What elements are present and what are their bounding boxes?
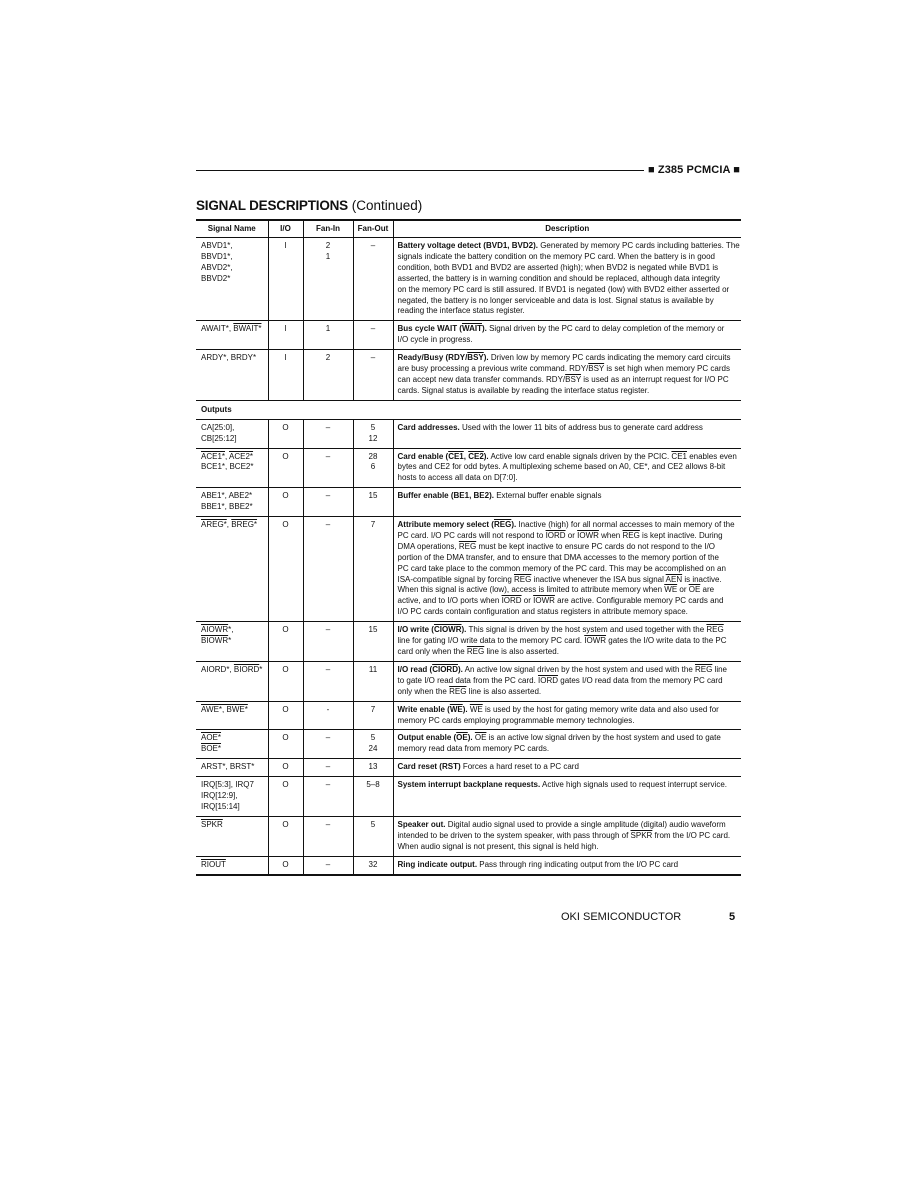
description-text: CE1 <box>671 451 687 461</box>
description-text: $\overline{OE}$ <box>474 733 487 743</box>
table-row <box>196 816 741 856</box>
description-text: SPKR <box>630 830 653 840</box>
description-cell <box>393 701 741 730</box>
col-header-io: I/O <box>268 220 303 238</box>
description-term: $\overline{OE}$ <box>456 733 468 743</box>
description-term: System interrupt backplane requests. <box>397 780 541 790</box>
description-cell <box>393 350 741 401</box>
description-text: bytes and CE2 for odd bytes. A multiplexing scheme based on A0, CE*, and CE2 allows 8-bit <box>397 462 726 472</box>
fan-out-value: 28 <box>368 451 378 461</box>
fan-out-cell: 13 <box>353 759 393 777</box>
description-term: Ready/Busy (RDY/ <box>397 353 468 363</box>
description-cell <box>393 517 741 622</box>
description-term: CIOWR <box>433 625 462 635</box>
signal-name-cell <box>196 777 268 817</box>
io-cell: O <box>268 701 303 730</box>
table-row <box>196 238 741 321</box>
fan-in-cell: – <box>303 448 353 488</box>
description-text: $\overline{REG}$ <box>466 647 485 656</box>
signal-name: BBE1*, BBE2* <box>201 502 253 512</box>
table-row <box>196 448 741 488</box>
description-text: negated, the battery is no longer serviceable and data is lost. Signal status is available by <box>397 295 714 305</box>
signal-name: BWAIT* <box>233 324 262 334</box>
io-cell: O <box>268 856 303 874</box>
description-cell <box>393 321 741 350</box>
table-row <box>196 622 741 662</box>
signal-name: BBVD2* <box>201 273 231 283</box>
description-term: , <box>463 451 469 461</box>
section-title-continued: (Continued) <box>347 198 423 213</box>
description-term: ). <box>467 733 473 743</box>
fan-out-value: 6 <box>370 462 376 472</box>
description-text: Forces a hard reset to a PC card <box>460 762 579 772</box>
fan-in-cell: – <box>303 419 353 448</box>
fan-in-cell: – <box>303 816 353 856</box>
description-term: Battery voltage detect (BVD1, BVD2). <box>397 241 538 250</box>
col-header-description: Description <box>393 220 741 238</box>
description-term: Card reset (RST) <box>397 762 461 772</box>
fan-out-cell: 32 <box>353 856 393 874</box>
description-text: on the memory PC card is still assured. If BVD1 is negated (low) with BVD2 either asserted or <box>397 284 730 294</box>
description-text: asserted, the battery is in warning condition and should be replaced, although data integrity <box>397 273 720 283</box>
io-cell: O <box>268 448 303 488</box>
io-cell: I <box>268 321 303 350</box>
description-text: IORD <box>545 530 566 540</box>
signal-name-cell: ARDY*, BRDY* <box>196 350 268 401</box>
header-title: ■ Z385 PCMCIA ■ <box>648 164 741 176</box>
signal-name-cell <box>196 661 268 701</box>
fan-out-cell <box>353 730 393 759</box>
description-term: ). <box>462 704 468 714</box>
io-cell: I <box>268 238 303 321</box>
description-text: memory PC cards employing programmable memory technologies. <box>397 715 635 725</box>
description-text: are busy processing a previous write command. RDY/ <box>397 364 589 374</box>
description-term: $\overline{WE}$ <box>449 704 463 714</box>
table-row <box>196 759 741 777</box>
signal-name-cell <box>196 321 268 350</box>
fan-in-cell: – <box>303 759 353 777</box>
description-text: $\overline{REG}$ <box>458 541 477 551</box>
table-row <box>196 350 741 401</box>
description-text: or <box>565 530 578 540</box>
signal-name: BBVD1*, <box>201 251 233 261</box>
fan-out-cell: 15 <box>353 488 393 517</box>
fan-in-value: 1 <box>325 251 331 261</box>
table-row <box>196 321 741 350</box>
description-text: IORD <box>501 596 522 606</box>
signal-name: AREG* <box>201 520 227 530</box>
description-text: signals indicate the battery condition on the memory PC card. When the battery is in good <box>397 251 716 261</box>
description-cell <box>393 238 741 321</box>
fan-out-value: 12 <box>368 433 378 443</box>
signal-name-cell: AREG*, BREG* <box>196 517 268 622</box>
description-text: line is also asserted. <box>484 647 559 656</box>
description-term: ). <box>461 625 467 635</box>
signal-name: ABVD1*, <box>201 241 233 250</box>
description-text: $\overline{REG}$ <box>514 574 532 584</box>
description-text: ISA-compatible signal by forcing <box>397 574 514 584</box>
group-label-outputs: Outputs <box>196 400 741 419</box>
description-text: When audio signal is not present, this signal is held high. <box>397 841 599 851</box>
io-cell: O <box>268 517 303 622</box>
io-cell: O <box>268 419 303 448</box>
signal-name: ACE1* <box>201 451 226 461</box>
description-text: $\overline{OE}$ <box>688 585 701 595</box>
description-text: $\overline{REG}$ <box>449 686 467 696</box>
description-text: intended to be driven to the system speaker, with pass through of <box>397 830 631 840</box>
description-term: CIORD <box>432 664 458 674</box>
signal-name-cell: SPKR <box>196 816 268 856</box>
description-text: $\overline{WE}$ <box>469 704 483 714</box>
description-cell <box>393 730 741 759</box>
description-text: $\overline{REG}$ <box>622 530 640 540</box>
description-text: IOWR <box>584 636 607 646</box>
fan-in-cell: – <box>303 517 353 622</box>
signal-name-cell <box>196 488 268 517</box>
description-text: $\overline{BSY}$ <box>565 374 582 384</box>
description-term: ). <box>511 520 517 530</box>
signal-name: AIORD*, <box>201 664 234 674</box>
description-cell <box>393 856 741 874</box>
signal-name: AWAIT*, <box>201 324 234 334</box>
description-text: must be kept inactive to ensure PC cards do not respond to the I/O <box>476 541 716 551</box>
fan-out-cell: 7 <box>353 517 393 622</box>
description-cell <box>393 448 741 488</box>
description-term: Ring indicate output. <box>397 859 478 869</box>
description-text: PC card. I/O PC cards will not respond to <box>397 530 546 540</box>
description-text: Active low card enable signals driven by the PCIC. <box>488 451 672 461</box>
description-text: inactive whenever the ISA bus signal <box>531 574 666 584</box>
signal-name-cell <box>196 730 268 759</box>
description-text: When this signal is active (low), access is limited to attribute memory when <box>397 585 665 595</box>
description-term: Bus cycle WAIT ( <box>397 324 462 334</box>
io-cell: O <box>268 622 303 662</box>
description-term: $\overline{BSY}$ <box>467 353 484 363</box>
table-row <box>196 419 741 448</box>
signal-name: BCE1*, BCE2* <box>201 462 254 472</box>
fan-out-value: 5 <box>370 422 376 432</box>
description-text: Digital audio signal used to provide a single amplitude (digital) audio waveform <box>445 819 726 829</box>
signal-name: BREG* <box>231 520 258 530</box>
io-cell: O <box>268 488 303 517</box>
io-cell: O <box>268 816 303 856</box>
table-header-row <box>196 220 741 238</box>
fan-in-cell: 1 <box>303 321 353 350</box>
description-term: Attribute memory select ( <box>397 520 494 530</box>
description-text: $\overline{WE}$ <box>664 585 678 595</box>
fan-in-cell: – <box>303 730 353 759</box>
description-cell <box>393 661 741 701</box>
fan-out-value: 5 <box>370 733 376 743</box>
description-text: Pass through ring indicating output from the I/O PC card <box>477 859 679 869</box>
description-text: when <box>598 530 623 540</box>
description-text: or <box>521 596 534 606</box>
fan-in-cell: – <box>303 856 353 874</box>
signal-name: *, <box>228 625 234 635</box>
description-term: Output enable ( <box>397 733 457 743</box>
signal-name-cell: ARST*, BRST* <box>196 759 268 777</box>
description-text: is used as an interrupt request for I/O PC <box>581 374 729 384</box>
fan-in-cell: – <box>303 488 353 517</box>
signal-name: BIORD <box>233 664 260 674</box>
signal-descriptions-table <box>196 219 741 876</box>
table-row <box>196 517 741 622</box>
fan-in-cell <box>303 238 353 321</box>
signal-name: CA[25:0], <box>201 422 235 432</box>
description-term: Write enable ( <box>397 704 450 714</box>
description-text: $\overline{REG}$ <box>706 625 724 635</box>
description-cell <box>393 816 741 856</box>
col-header-signal-name: Signal Name <box>196 220 268 238</box>
description-text: enables even <box>686 451 737 461</box>
fan-out-cell: 11 <box>353 661 393 701</box>
table-row <box>196 701 741 730</box>
description-term: Card addresses. <box>397 422 460 432</box>
signal-name: ACE2* <box>229 451 254 461</box>
description-text: I/O PC cards contain configuration and status registers in attribute memory space. <box>397 607 688 617</box>
description-text: is kept inactive. During <box>639 530 723 540</box>
description-cell <box>393 488 741 517</box>
description-text: External buffer enable signals <box>493 491 602 501</box>
signal-name: IRQ[5:3], IRQ7 <box>201 780 254 790</box>
description-text: Generated by memory PC cards including batteries. The <box>537 241 740 250</box>
description-term: Buffer enable (BE1, BE2). <box>397 491 494 501</box>
io-cell: O <box>268 759 303 777</box>
description-text: condition, both BVD1 and BVD2 are asserted (high); when BVD2 is negated while BVD1 is <box>397 262 719 272</box>
table-group-row <box>196 400 741 419</box>
signal-name: IRQ[15:14] <box>201 801 240 811</box>
fan-out-cell <box>353 448 393 488</box>
fan-in-value: 2 <box>325 241 331 250</box>
description-text: $\overline{REG}$ <box>694 664 713 674</box>
table-row <box>196 730 741 759</box>
description-term: WAIT <box>461 324 482 334</box>
signal-name: AIOWR <box>201 625 229 635</box>
description-text: reading the interface status register. <box>397 306 525 316</box>
description-term: ). <box>481 324 487 334</box>
description-term: $\overline{REG}$ <box>493 520 512 530</box>
io-cell: I <box>268 350 303 401</box>
fan-out-cell: 5–8 <box>353 777 393 817</box>
fan-in-cell: – <box>303 661 353 701</box>
header-rule <box>196 170 644 171</box>
table-row <box>196 856 741 874</box>
signal-name: BIOWR <box>201 636 229 646</box>
section-title <box>196 198 422 213</box>
io-cell: O <box>268 730 303 759</box>
description-text: hosts to access all data on D[7:0]. <box>397 473 518 483</box>
description-term: ). <box>483 353 489 363</box>
fan-in-cell: 2 <box>303 350 353 401</box>
description-term: Speaker out. <box>397 819 446 829</box>
signal-name: ABE1*, ABE2* <box>201 491 253 501</box>
description-text: can accept new data transfer commands. RDY/ <box>397 374 566 384</box>
description-text: IORD <box>538 675 559 685</box>
fan-out-cell <box>353 419 393 448</box>
description-text: cards. Signal status is available by reading the interface status register. <box>397 385 650 395</box>
description-text: are active. Configurable memory PC cards and <box>554 596 724 606</box>
description-text: $\overline{BSY}$ <box>588 364 605 374</box>
signal-name: CB[25:12] <box>201 433 237 443</box>
description-text: This signal is driven by the host system and used together with the <box>466 625 707 635</box>
fan-in-cell: – <box>303 622 353 662</box>
signal-name-cell: AWE*, BWE* <box>196 701 268 730</box>
description-cell <box>393 759 741 777</box>
description-text: or <box>677 585 689 595</box>
description-text: I/O cycle in progress. <box>397 335 473 345</box>
description-term: I/O write ( <box>397 625 434 635</box>
description-text: are <box>700 585 715 595</box>
description-text: is set high when memory PC cards <box>604 364 730 374</box>
description-text: An active low signal driven by the host system and used with the <box>462 664 695 674</box>
signal-name-cell: RIOUT <box>196 856 268 874</box>
table-row <box>196 777 741 817</box>
signal-name: IRQ[12:9], <box>201 791 238 801</box>
description-cell <box>393 419 741 448</box>
description-text: only when the <box>397 686 450 696</box>
fan-out-cell: 5 <box>353 816 393 856</box>
description-text: from the I/O PC card. <box>652 830 731 840</box>
description-term: ). <box>457 664 463 674</box>
description-term: Card enable ( <box>397 451 449 461</box>
description-text: memory read data from memory PC cards. <box>397 744 550 754</box>
signal-name-cell: ACE1*, ACE2* BCE1*, BCE2* <box>196 448 268 488</box>
description-text: IOWR <box>577 530 599 540</box>
signal-name: ABVD2*, <box>201 262 233 272</box>
description-text: card only when the <box>397 647 467 656</box>
description-text: Driven low by memory PC cards indicating the memory card circuits <box>488 353 731 363</box>
description-text: line for gating I/O write data to the memory PC card. <box>397 636 585 646</box>
fan-out-cell: 15 <box>353 622 393 662</box>
io-cell: O <box>268 661 303 701</box>
io-cell: O <box>268 777 303 817</box>
signal-name: * <box>259 664 263 674</box>
signal-name: * <box>228 636 232 646</box>
description-text: IOWR <box>533 596 555 606</box>
description-text: line <box>712 664 728 674</box>
description-term: CE1 <box>448 451 464 461</box>
description-text: Active high signals used to request interrupt service. <box>540 780 727 790</box>
description-text: gates the I/O write data to the PC <box>606 636 727 646</box>
table-row <box>196 488 741 517</box>
description-text: is an active low signal driven by the host system and used to gate <box>486 733 721 743</box>
fan-out-cell: – <box>353 321 393 350</box>
description-text: is inactive. <box>682 574 722 584</box>
fan-in-cell: – <box>303 777 353 817</box>
fan-out-cell: 7 <box>353 701 393 730</box>
signal-name: BOE* <box>201 744 222 754</box>
description-text: Inactive (high) for all normal accesses to main memory of the <box>516 520 735 530</box>
signal-name-cell <box>196 622 268 662</box>
col-header-fan-in: Fan-In <box>303 220 353 238</box>
table-row <box>196 661 741 701</box>
description-text: Signal driven by the PC card to delay completion of the memory or <box>486 324 725 334</box>
fan-out-cell: – <box>353 350 393 401</box>
description-cell <box>393 777 741 817</box>
description-text: to gate I/O read data from the PC card. <box>397 675 539 685</box>
description-text: $\overline{AEN}$ <box>665 574 683 584</box>
description-text: portion of the DMA transfer, and to ensure that DMA accesses to the memory portion of the <box>397 552 719 562</box>
description-text: PC card take place to the common memory of the PC card. This may be accomplished on an <box>397 563 726 573</box>
fan-in-cell: - <box>303 701 353 730</box>
footer-company: OKI SEMICONDUCTOR <box>561 911 682 923</box>
col-header-fan-out: Fan-Out <box>353 220 393 238</box>
description-term: I/O read ( <box>397 664 433 674</box>
fan-out-cell: – <box>353 238 393 321</box>
section-title-bold: SIGNAL DESCRIPTIONS <box>196 198 348 213</box>
signal-name-cell <box>196 238 268 321</box>
description-text: active, and to I/O ports when <box>397 596 502 606</box>
signal-name-cell <box>196 419 268 448</box>
description-term: ). <box>483 451 489 461</box>
description-text: DMA operations, <box>397 541 459 551</box>
description-text: gates I/O read data from the memory PC card <box>558 675 723 685</box>
fan-out-value: 24 <box>368 744 378 754</box>
page-number: 5 <box>729 911 736 923</box>
description-text: is used by the host for gating memory write data and also used for <box>482 704 719 714</box>
description-text: line is also asserted. <box>466 686 542 696</box>
description-cell <box>393 622 741 662</box>
description-text: Used with the lower 11 bits of address bus to generate card address <box>459 422 703 432</box>
description-term: CE2 <box>468 451 484 461</box>
signal-name: AOE* <box>201 733 222 743</box>
